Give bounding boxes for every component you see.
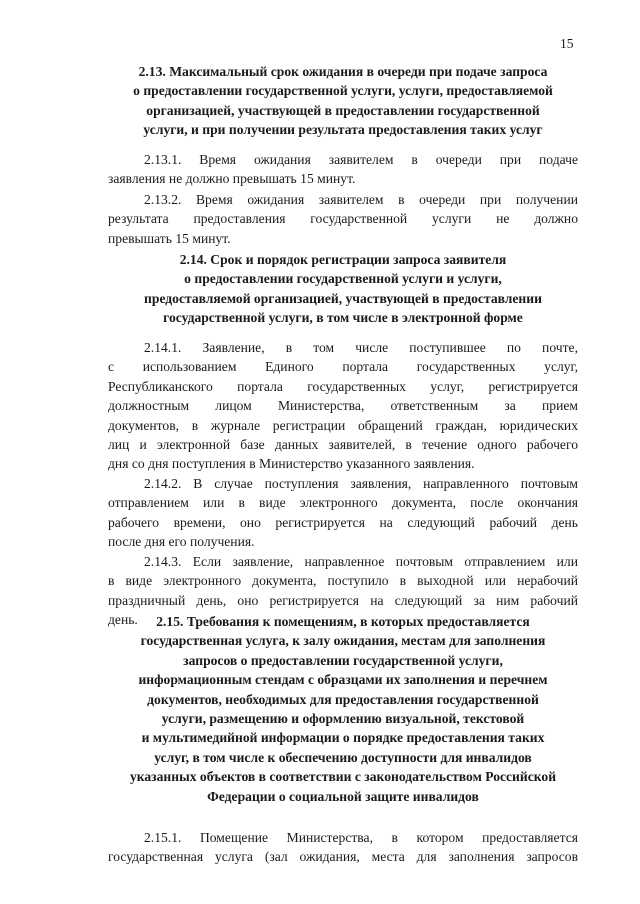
paragraph-line: в виде электронного документа, поступило в выходной или нерабочий [108,573,578,589]
paragraph-line: лиц и электронной базе данных заявителей, в течение одного рабочего [108,437,578,453]
section-heading-2-13 [108,62,578,140]
paragraph-line: заявления не должно превышать 15 минут. [108,171,356,187]
paragraph-2-15-1 [108,828,578,867]
paragraph-line: Республиканского портала государственных услуг, регистрируется [108,378,578,394]
paragraph-2-14-1 [108,338,578,474]
paragraph-line: государственная услуга (зал ожидания, места для заполнения запросов [108,849,578,865]
heading-line: Федерации о социальной защите инвалидов [207,788,479,804]
heading-line: о предоставлении государственной услуги и услуги, [184,271,502,287]
paragraph-line: после дня его получения. [108,534,255,550]
heading-line: информационным стендам с образцами их заполнения и перечнем [138,672,548,688]
section-heading-2-15 [108,612,578,806]
heading-line: государственной услуги, в том числе в электронной форме [163,310,523,326]
paragraph-line: 2.13.1. Время ожидания заявителем в очереди при подаче [144,152,578,167]
paragraph-line: документов, в журнале регистрации обращений граждан, юридических [108,417,578,433]
paragraph-2-13-1 [108,150,578,189]
paragraph-line: праздничный день, оно регистрируется на следующий за ним рабочий [108,592,578,608]
heading-line: предоставляемой организацией, участвующей в предоставлении [144,290,542,306]
heading-line: 2.15. Требования к помещениям, в которых предоставляется [156,614,530,629]
paragraph-line: превышать 15 минут. [108,230,231,246]
paragraph-line: 2.14.3. Если заявление, направленное почтовым отправлением или [144,554,578,569]
paragraph-line: 2.15.1. Помещение Министерства, в котором предоставляется [144,830,578,845]
heading-line: и мультимедийной информации о порядке предоставления таких [141,730,545,746]
paragraph-line: должностным лицом Министерства, ответственным за прием [108,398,578,414]
heading-line: указанных объектов в соответствии с законодательством Российской [129,769,557,785]
paragraph-line: 2.14.2. В случае поступления заявления, направленного почтовым [144,476,578,491]
heading-line: о предоставлении государственной услуги, услуги, предоставляемой [133,83,553,99]
paragraph-line: 2.13.2. Время ожидания заявителем в очереди при получении [144,192,578,207]
section-heading-2-14 [108,250,578,328]
paragraph-line: дня со дня поступления в Министерство указанного заявления. [108,456,475,472]
paragraph-line: результата предоставления государственной услуги не должно [108,211,578,227]
paragraph-2-14-2 [108,474,578,552]
paragraph-line: с использованием Единого портала государственных услуг, [108,359,578,375]
heading-line: 2.14. Срок и порядок регистрации запроса заявителя [179,252,507,267]
heading-line: услуги, размещению и оформлению визуальной, текстовой [161,711,525,727]
paragraph-line: 2.14.1. Заявление, в том числе поступившее по почте, [144,340,578,355]
heading-line: 2.13. Максимальный срок ожидания в очереди при подаче запроса [138,64,548,79]
heading-line: запросов о предоставлении государственной услуги, [183,652,503,668]
paragraph-2-13-2 [108,190,578,248]
heading-line: государственная услуга, к залу ожидания, местам для заполнения [140,633,546,649]
paragraph-line: день. [108,612,138,628]
heading-line: документов, необходимых для предоставления государственной [147,691,539,707]
paragraph-line: рабочего времени, оно регистрируется на следующий рабочий день [108,514,578,530]
page-number: 15 [560,36,574,51]
heading-line: организацией, участвующей в предоставлении государственной [146,102,540,118]
heading-line: услуг, в том числе к обеспечению доступности для инвалидов [154,749,532,765]
paragraph-line: отправлением или в виде электронного документа, после окончания [108,495,578,511]
heading-line: услуги, и при получении результата предоставления таких услуг [143,122,543,138]
